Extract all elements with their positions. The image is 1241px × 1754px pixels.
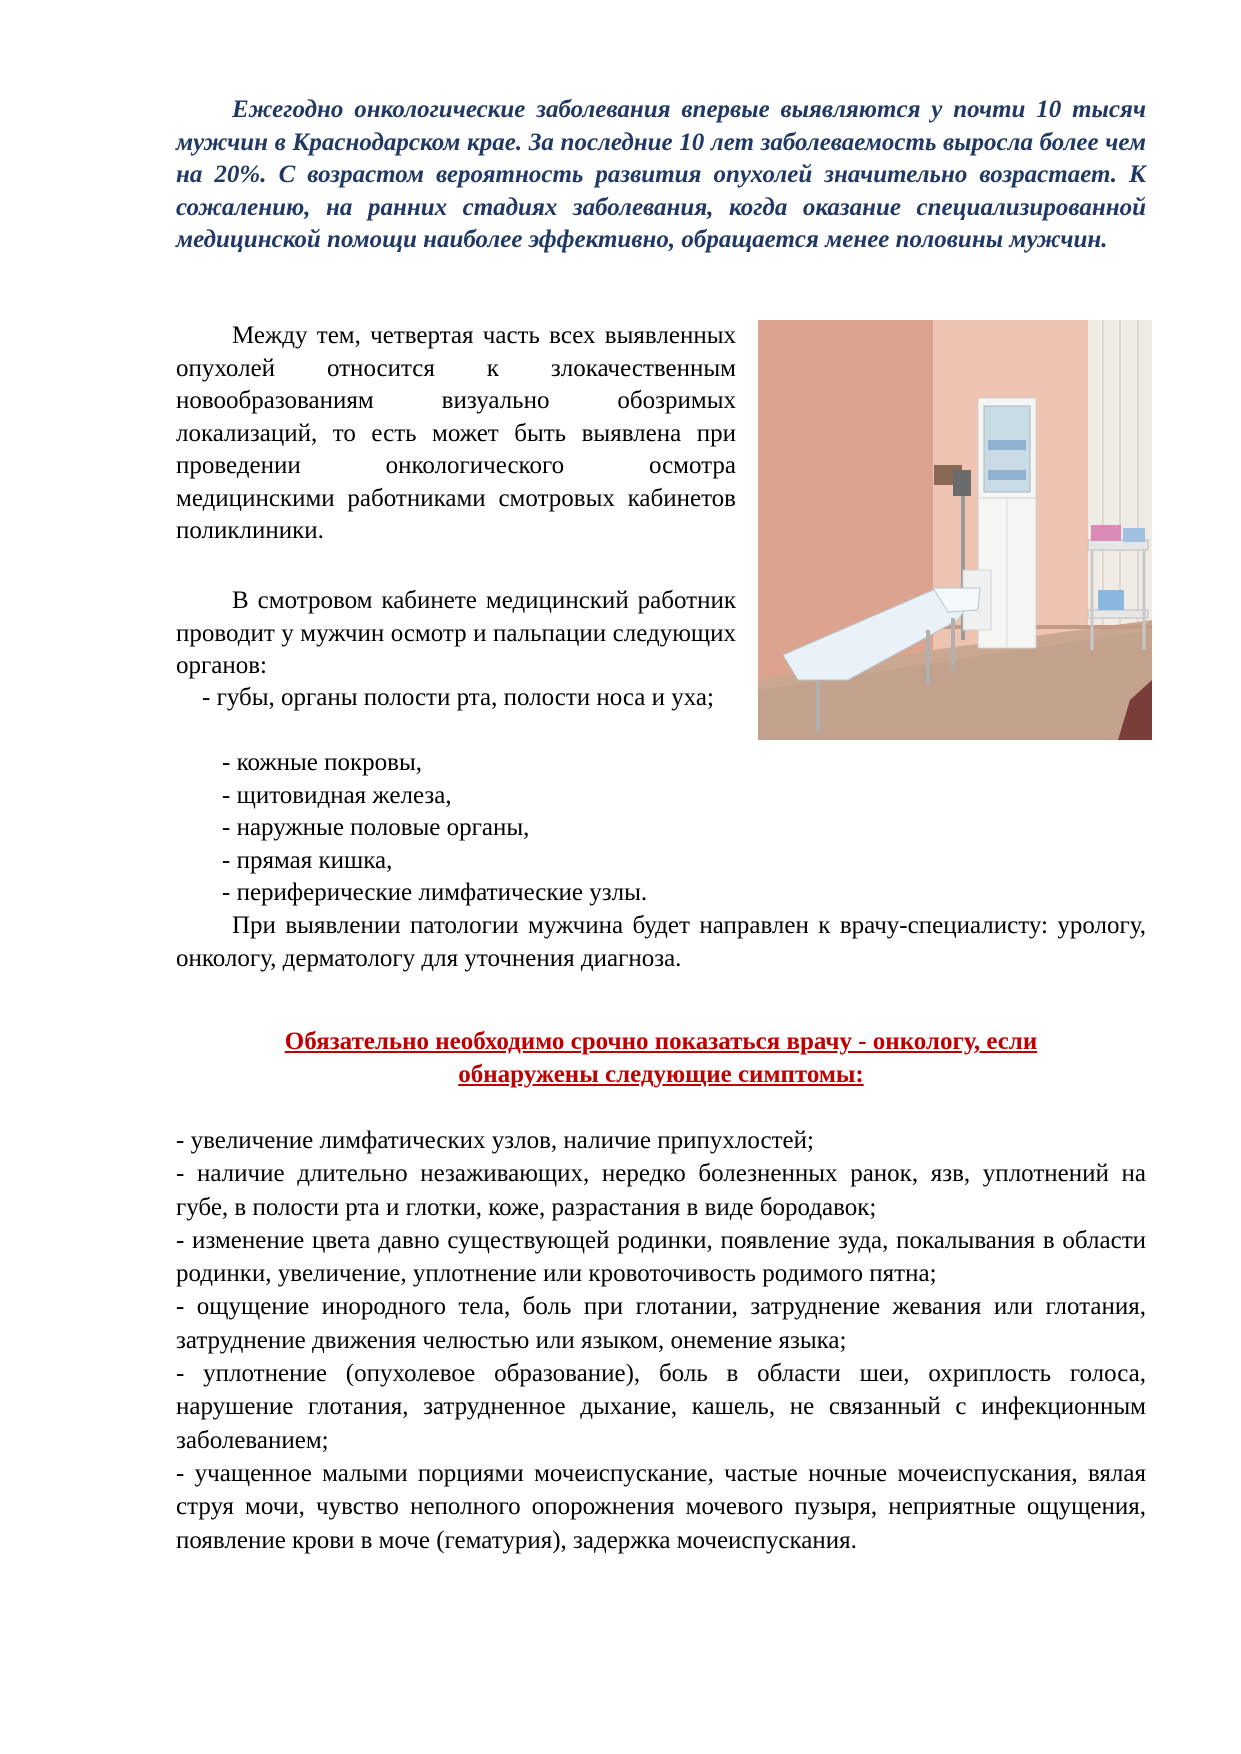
symptoms-list xyxy=(176,1124,1146,1557)
symptom-item: - уплотнение (опухолевое образование), боль в области шеи, охриплость голоса, нарушение глотания, затрудненное дыхание, кашель, не связанный с инфекционным заболеванием; xyxy=(176,1360,1146,1454)
warning-heading xyxy=(176,1026,1146,1091)
symptom-item: - увеличение лимфатических узлов, наличие припухлостей; xyxy=(176,1127,814,1154)
warning-line-2: обнаружены следующие симптомы: xyxy=(458,1060,864,1088)
organ-item-thyroid: - щитовидная железа, xyxy=(222,782,452,809)
organ-item-lips: - губы, органы полости рта, полости носа и уха; xyxy=(202,684,714,711)
paragraph-exam-room: В смотровом кабинете медицинский работник проводит у мужчин осмотр и пальпации следующих органов: xyxy=(176,587,736,679)
organ-item-genitals: - наружные половые органы, xyxy=(222,814,530,841)
symptom-item: - изменение цвета давно существующей родинки, появление зуда, покалывания в области родинки, увеличение, уплотнение или кровоточивость родимого пятна; xyxy=(176,1226,1146,1288)
symptom-item: - ощущение инородного тела, боль при глотании, затруднение жевания или глотания, затруднение движения челюстью или языком, онемение языка; xyxy=(176,1293,1146,1354)
organ-item-skin: - кожные покровы, xyxy=(222,749,422,776)
symptom-item: - учащенное малыми порциями мочеиспускание, частые ночные мочеиспускания, вялая струя мочи, чувство неполного опорожнения мочевого пузыря, неприятные ощущения, появление крови в моче (гематурия), задержка мочеиспускания. xyxy=(176,1459,1146,1554)
exam-room-photo xyxy=(758,320,1152,740)
organ-item-rectum: - прямая кишка, xyxy=(222,847,393,874)
intro-paragraph: Ежегодно онкологические заболевания впервые выявляются у почти 10 тысяч мужчин в Краснодарском крае. За последние 10 лет заболеваемость выросла более чем на 20%. С возрастом вероятность развития опухолей значительно возрастает. К сожалению, на ранних стадиях заболевания, когда оказание специализированной медицинской помощи наиболее эффективно, обращается менее половины мужчин. xyxy=(176,96,1146,253)
symptom-item: - наличие длительно незаживающих, нередко болезненных ранок, язв, уплотнений на губе, в полости рта и глотки, коже, разрастания в виде бородавок; xyxy=(176,1160,1146,1221)
paragraph-visual-localizations: Между тем, четвертая часть всех выявленных опухолей относится к злокачественным новообразованиям визуально обозримых локализаций, то есть может быть выявлена при проведении онкологического осмотра медицинскими работниками смотровых кабинетов поликлиники. xyxy=(176,322,736,544)
warning-line-1: Обязательно необходимо срочно показаться врачу - онкологу, если xyxy=(284,1028,1038,1055)
organ-item-lymph-nodes: - периферические лимфатические узлы. xyxy=(222,879,648,906)
paragraph-referral: При выявлении патологии мужчина будет направлен к врачу-специалисту: урологу, онкологу, дерматологу для уточнения диагноза. xyxy=(176,912,1146,972)
